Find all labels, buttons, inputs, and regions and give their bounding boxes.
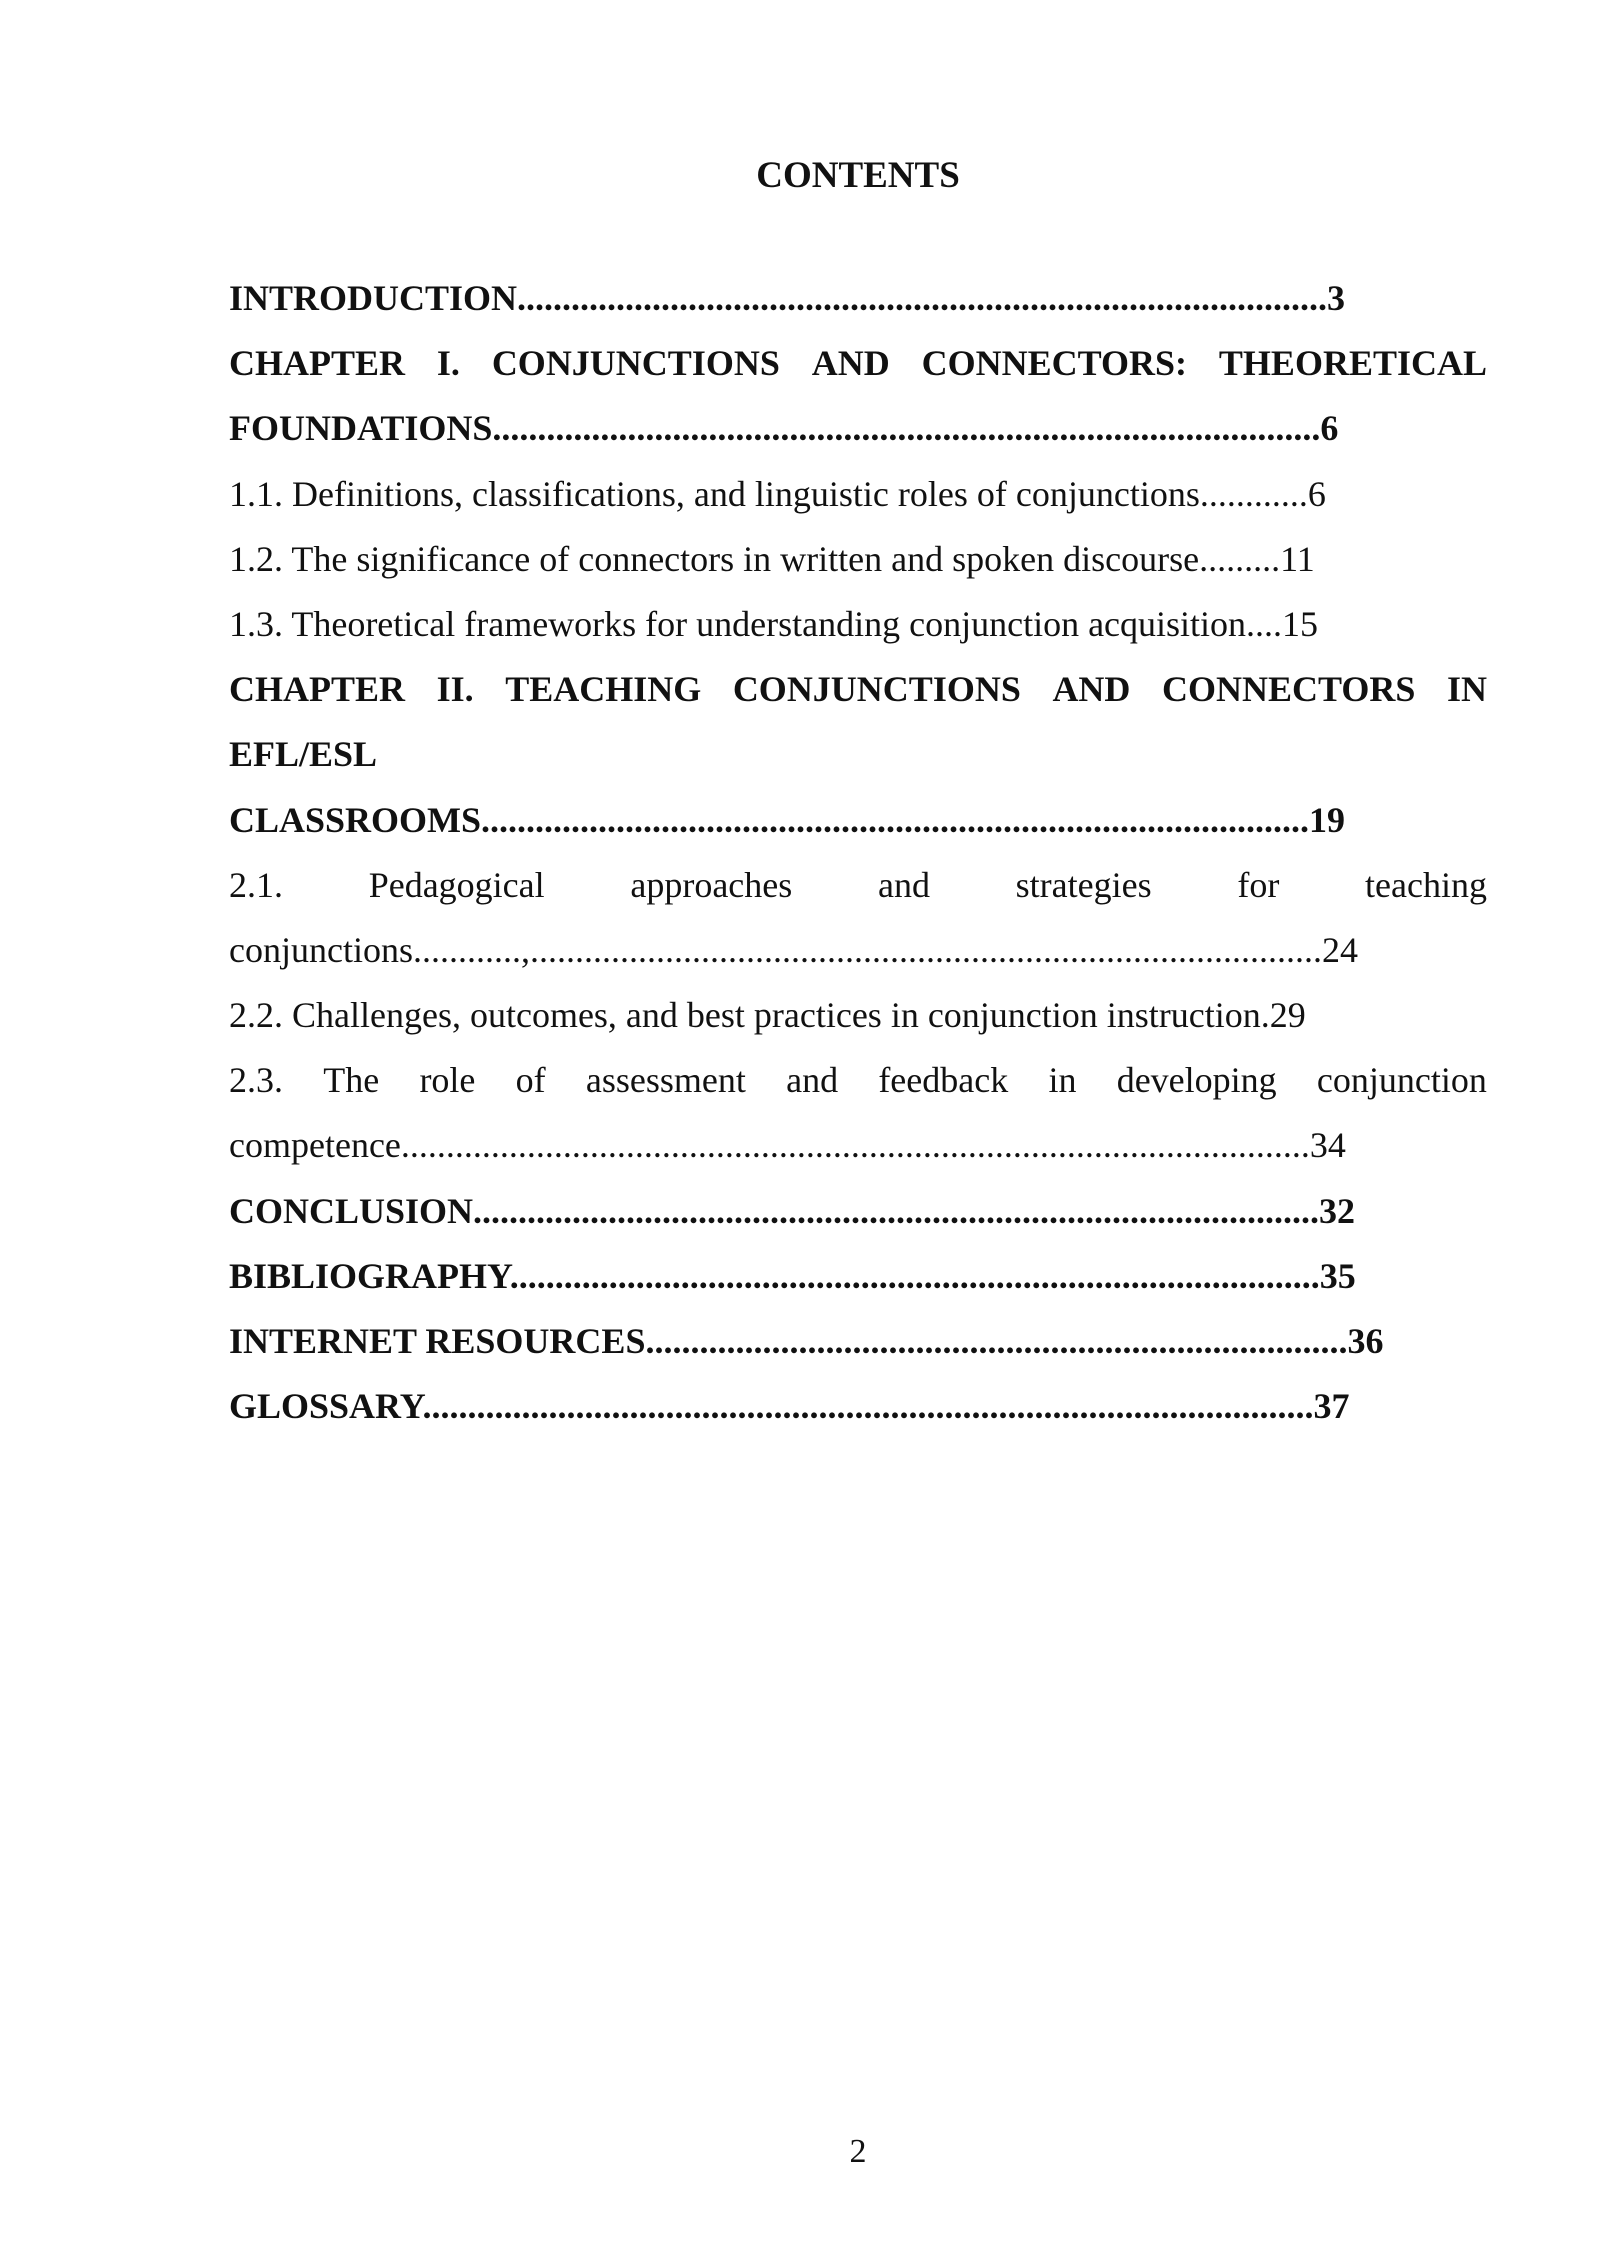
toc-introduction: INTRODUCTION..........................................................................................3 xyxy=(229,278,1346,318)
toc-word: CHAPTER xyxy=(229,343,406,384)
contents-heading: CONTENTS xyxy=(756,155,960,196)
toc-internet-resources: INTERNET RESOURCES..............................................................................36 xyxy=(229,1321,1384,1361)
toc-word: 2.1. xyxy=(229,864,283,905)
toc-word: CONJUNCTIONS xyxy=(732,669,1021,710)
toc-word: teaching xyxy=(1365,864,1487,905)
toc-word: approaches xyxy=(630,864,793,905)
toc-section-1-3: 1.3. Theoretical frameworks for understanding conjunction acquisition....15 xyxy=(229,603,1319,644)
toc-word: assessment xyxy=(585,1060,746,1101)
toc-word: developing xyxy=(1116,1060,1277,1101)
toc-word: CONNECTORS: xyxy=(921,343,1188,384)
toc-section-2-3-line-1 xyxy=(229,1048,1487,1113)
toc-word: AND xyxy=(811,343,890,384)
toc-section-2-2: 2.2. Challenges, outcomes, and best practices in conjunction instruction.29 xyxy=(229,995,1306,1036)
toc-section-1-1: 1.1. Definitions, classifications, and linguistic roles of conjunctions............6 xyxy=(229,473,1326,514)
toc-chapter-2-title-line-1 xyxy=(229,657,1487,722)
toc-section-2-1-line-2: conjunctions............,........................................................................................24 xyxy=(229,929,1358,970)
toc-chapter-1-title-line-1 xyxy=(229,331,1487,396)
toc-section-2-1-line-1 xyxy=(229,853,1487,918)
toc-word: 2.3. xyxy=(229,1060,283,1101)
toc-conclusion: CONCLUSION..............................................................................................32 xyxy=(229,1190,1356,1231)
toc-word: of xyxy=(515,1060,546,1101)
toc-section-2-3-line-2: competence.....................................................................................................34 xyxy=(229,1125,1346,1166)
toc-word: CHAPTER xyxy=(229,669,406,710)
toc-word: CONNECTORS xyxy=(1162,669,1416,710)
toc-word: and xyxy=(877,864,930,905)
toc-word: conjunction xyxy=(1316,1060,1487,1101)
toc-word: feedback xyxy=(878,1060,1009,1101)
toc-word: TEACHING xyxy=(505,669,702,710)
toc-word: in xyxy=(1048,1060,1077,1101)
toc-word: AND xyxy=(1052,669,1131,710)
table-of-contents xyxy=(229,266,1487,1439)
toc-word: Pedagogical xyxy=(368,864,545,905)
toc-chapter-1-title-line-2: FOUNDATIONS............................................................................................6 xyxy=(229,408,1339,449)
toc-chapter-2-title-line-2: EFL/ESL xyxy=(229,734,378,775)
toc-chapter-2-title-line-3: CLASSROOMS............................................................................................19 xyxy=(229,799,1346,840)
toc-word: and xyxy=(786,1060,839,1101)
toc-word: role xyxy=(419,1060,476,1101)
toc-word: for xyxy=(1237,864,1280,905)
toc-word: THEORETICAL xyxy=(1218,343,1487,384)
toc-word: strategies xyxy=(1015,864,1152,905)
toc-word: IN xyxy=(1446,669,1487,710)
toc-bibliography: BIBLIOGRAPHY..........................................................................................35 xyxy=(229,1255,1356,1296)
toc-word: I. xyxy=(436,343,460,384)
toc-word: The xyxy=(323,1060,380,1101)
toc-word: CONJUNCTIONS xyxy=(491,343,780,384)
page-number: 2 xyxy=(849,2133,867,2170)
toc-word: II. xyxy=(436,669,474,710)
toc-glossary: GLOSSARY...................................................................................................37 xyxy=(229,1386,1350,1427)
toc-section-1-2: 1.2. The significance of connectors in written and spoken discourse.........11 xyxy=(229,538,1315,579)
